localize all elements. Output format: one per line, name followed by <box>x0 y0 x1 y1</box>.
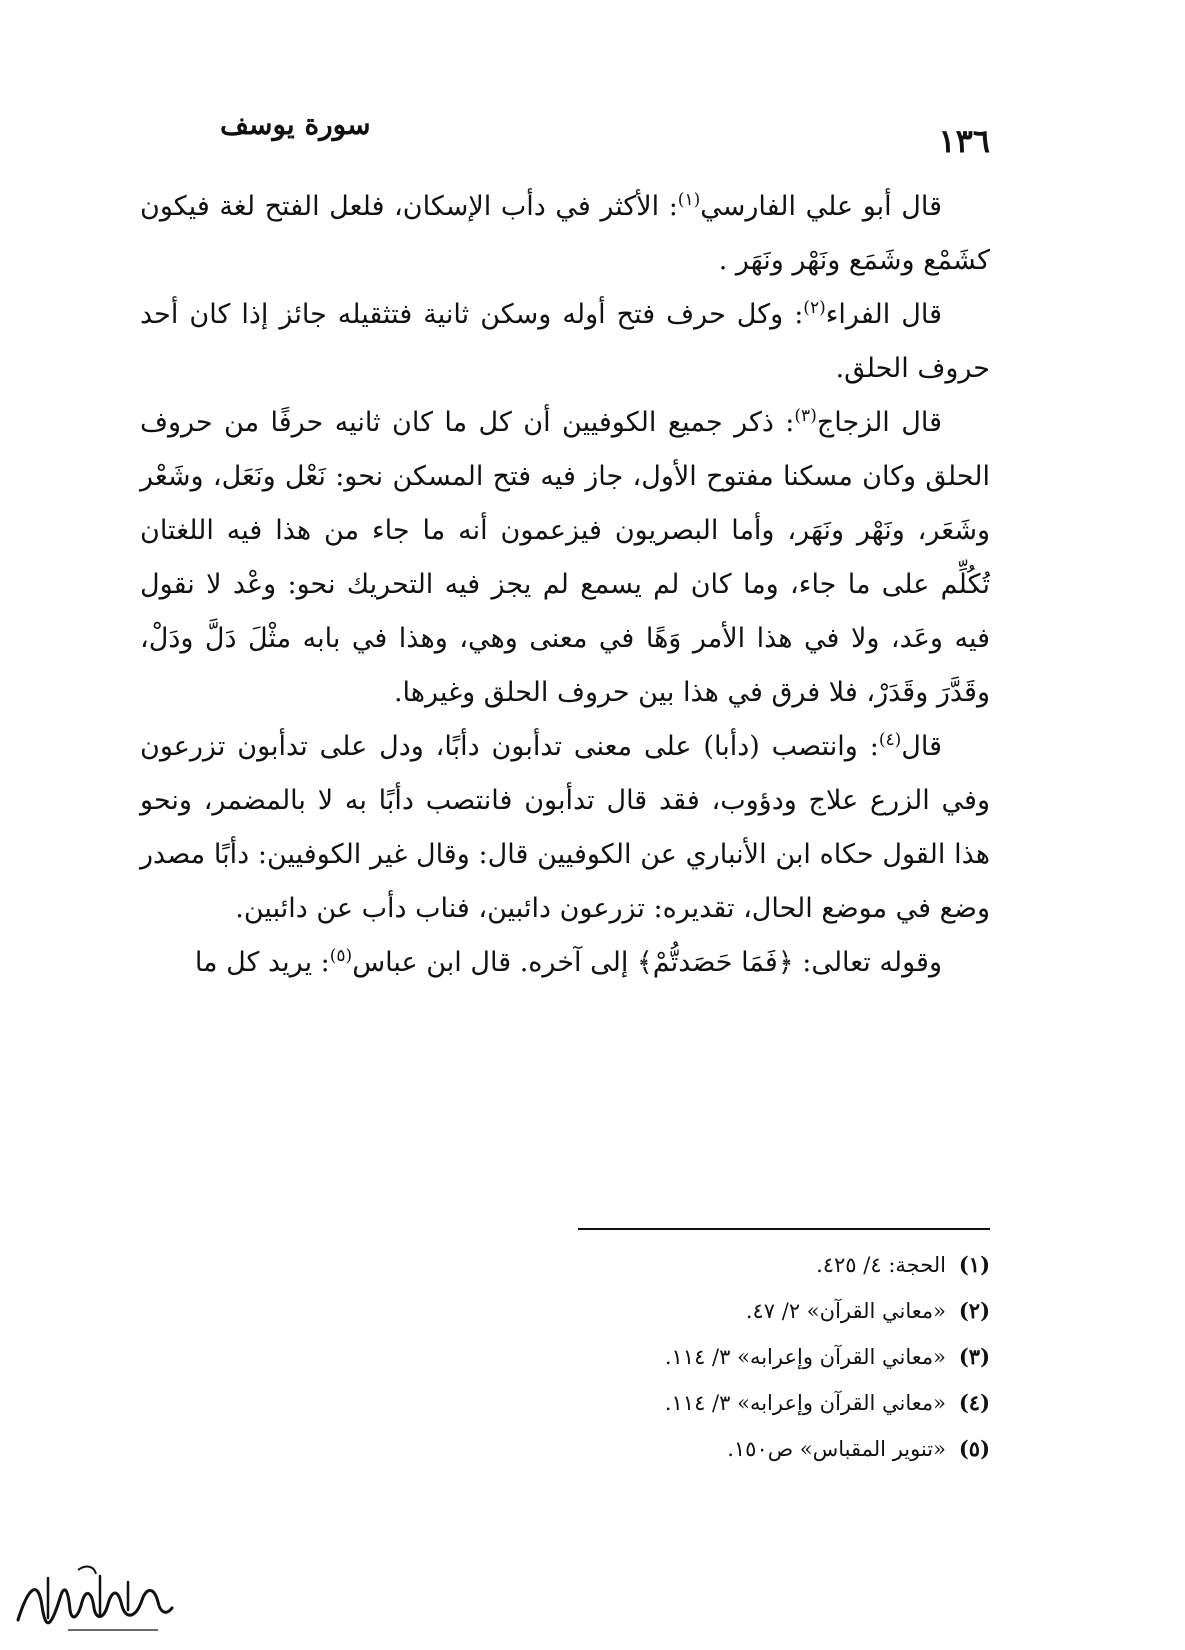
paragraph-text: : الأكثر في دأب الإسكان، فلعل الفتح لغة فيكون كشَمْع وشَمَع ونَهْر ونَهَر . <box>140 191 990 276</box>
footnote-number: (١) <box>958 1252 990 1277</box>
publisher-logo-icon <box>8 1558 178 1638</box>
paragraph-lead: قال <box>901 731 942 762</box>
footnote-separator <box>578 1228 990 1230</box>
footnote-ref: (٤) <box>878 730 902 750</box>
footnote-text: «معاني القرآن وإعرابه» ٣/ ١١٤. <box>664 1391 946 1415</box>
footnote-item <box>440 1426 990 1472</box>
paragraph-text: : يريد كل ما <box>194 947 330 978</box>
footnote-number: (٣) <box>958 1344 990 1369</box>
paragraph-text: : وانتصب (دأبا) على معنى تدأبون دأبًا، ودل على تدأبون تزرعون وفي الزرع علاج ودؤوب، فقد قال تدأبون فانتصب دأبًا به لا بالمضمر، ونحو هذا القول حكاه ابن الأنباري عن الكوفيين قال: وقال غير الكوفيين: دأبًا مصدر وضع في موضع الحال، تقديره: تزرعون دائبين، فناب دأب عن دائبين. <box>140 731 990 924</box>
paragraph-farisi <box>140 180 990 288</box>
footnote-item <box>440 1242 990 1288</box>
footnote-text: «معاني القرآن» ٢/ ٤٧. <box>745 1299 946 1323</box>
footnote-item <box>440 1380 990 1426</box>
paragraph-text: : ذكر جميع الكوفيين أن كل ما كان ثانيه حرفًا من حروف الحلق وكان مسكنا مفتوح الأول، جاز فيه فتح المسكن نحو: نَعْل ونَعَل، وشَعْر وشَعَر، ونَهْر ونَهَر، وأما البصريون فيزعمون أنه ما جاء من هذا فيه اللغتان تُكُلِّم على ما جاء، وما كان لم يسمع لم يجز فيه التحريك نحو: وعْد لا نقول فيه وعَد، ولا في هذا الأمر وَهًا في معنى وهي، وهذا في بابه مثْلَ دَلَّ ودَلْ، وقَدَّرَ وقَدَرْ، فلا فرق في هذا بين حروف الحلق وغيرها. <box>140 407 990 708</box>
paragraph-lead: قال أبو علي الفارسي <box>700 191 942 222</box>
footnote-ref: (٣) <box>794 406 817 426</box>
paragraph-lead: قال الفراء <box>825 299 942 330</box>
surah-title: سورة يوسف <box>220 108 371 141</box>
footnote-number: (٢) <box>958 1298 990 1323</box>
paragraph-ibn-abbas <box>140 936 990 990</box>
footnote-item <box>440 1334 990 1380</box>
paragraph-farra <box>140 288 990 396</box>
footnote-ref: (٥) <box>329 946 353 966</box>
paragraph-lead: وقوله تعالى: ﴿فَمَا حَصَدتُّمْ﴾ إلى آخره. قال ابن عباس <box>352 947 942 978</box>
page-header <box>220 108 990 168</box>
footnote-number: (٤) <box>958 1390 990 1415</box>
footnote-ref: (٢) <box>803 298 826 318</box>
paragraph-qala <box>140 720 990 936</box>
footnote-text: الحجة: ٤/ ٤٢٥. <box>816 1253 946 1277</box>
body-text <box>140 180 990 990</box>
footnote-ref: (١) <box>677 190 701 210</box>
footnotes <box>440 1242 990 1472</box>
paragraph-zajjaj <box>140 396 990 720</box>
footnote-text: «تنوير المقباس» ص١٥٠. <box>727 1437 946 1461</box>
paragraph-lead: قال الزجاج <box>816 407 942 438</box>
page-number: ١٣٦ <box>938 122 990 160</box>
paragraph-text: : وكل حرف فتح أوله وسكن ثانية فتثقيله جائز إذا كان أحد حروف الحلق. <box>140 299 990 384</box>
footnote-text: «معاني القرآن وإعرابه» ٣/ ١١٤. <box>664 1345 946 1369</box>
footnote-number: (٥) <box>958 1436 990 1461</box>
footnote-item <box>440 1288 990 1334</box>
